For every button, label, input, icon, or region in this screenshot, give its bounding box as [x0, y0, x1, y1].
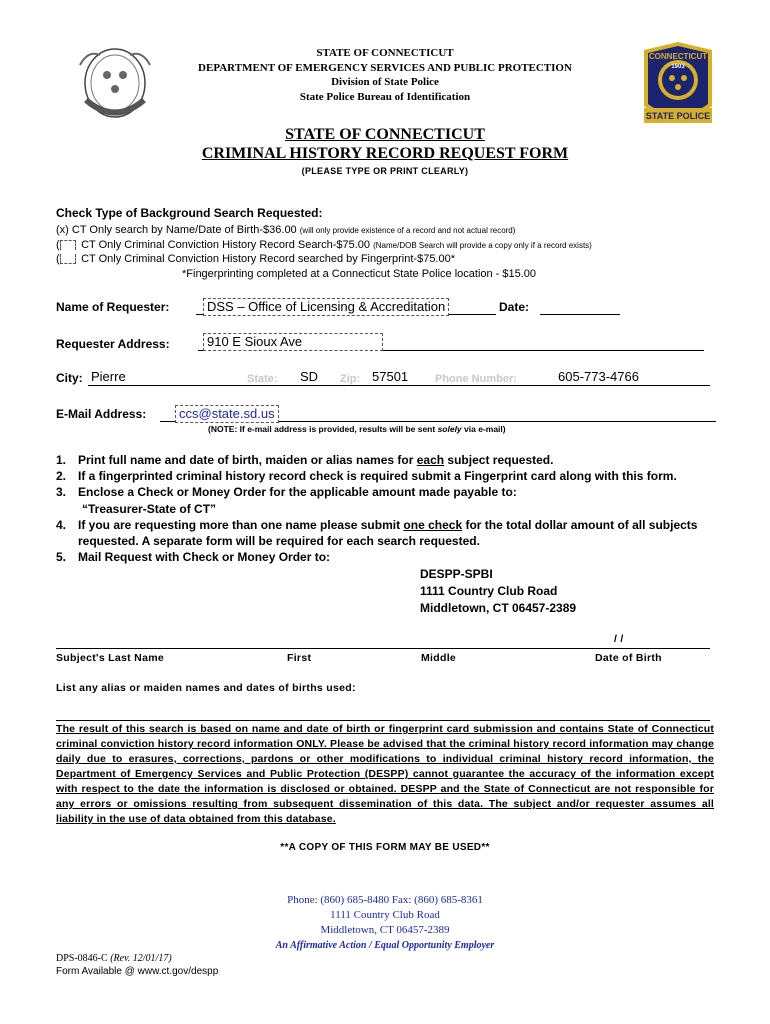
title-line-1: STATE OF CONNECTICUT	[285, 126, 485, 143]
mail-line: Middletown, CT 06457-2389	[420, 601, 577, 615]
header-line: State Police Bureau of Identification	[299, 90, 471, 103]
mail-line: 1111 Country Club Road	[420, 584, 558, 598]
subject-first-label: First	[287, 652, 312, 664]
mail-line: DESPP-SPBI	[420, 567, 493, 581]
option-1-note: (will only provide existence of a record and not actual record)	[299, 226, 516, 235]
subject-entry-line[interactable]	[56, 648, 710, 649]
email-note-emphasis: solely	[437, 424, 462, 434]
badge-year-text: 1903	[671, 64, 685, 70]
option-2-label: CT Only Criminal Conviction History Record Search-$75.00	[81, 239, 371, 251]
alias-label: List any alias or maiden names and dates of births used:	[56, 682, 356, 694]
disclaimer-text: The result of this search is based on name and date of birth or fingerprint card submission and contains State of Connecticut criminal conviction history record information ONLY. Please be advised that the criminal history record information may change daily due to erasures, corrections, pardons or other modifications to individual criminal history record information, the Department of Emergency Services and Public Protection (DESPP) cannot guarantee the accuracy of the information except with respect to the date the information is disclosed or obtained. DESPP and the State of Connecticut are not responsible for any errors or omissions resulting from subsequent dissemination of this data. The subject and/or requester assumes all liability in the use of data obtained from this database.	[56, 723, 714, 825]
search-option-2[interactable]	[56, 239, 592, 251]
email-note-part: (NOTE: If e-mail address is provided, results will be sent	[208, 424, 438, 434]
dob-slashes: / /	[614, 633, 624, 645]
instruction-item: 3. Enclose a Check or Money Order for the applicable amount made payable to: “Treasurer-State of CT”	[56, 485, 517, 516]
alias-entry-line[interactable]	[56, 720, 710, 721]
header-line: DEPARTMENT OF EMERGENCY SERVICES AND PUBLIC PROTECTION	[198, 61, 572, 74]
email-note	[208, 424, 506, 434]
zip-field[interactable]: 57501	[372, 369, 409, 384]
subject-dob-label: Date of Birth	[595, 652, 662, 664]
option-2-note: (Name/DOB Search will provide a copy only if a record exists)	[373, 241, 592, 250]
header-line: Division of State Police	[331, 76, 439, 88]
option-1-mark: (x)	[56, 224, 69, 236]
state-police-badge-icon	[640, 40, 716, 128]
instruction-item: 5. Mail Request with Check or Money Order to:	[56, 550, 331, 565]
footer-street: 1111 Country Club Road	[330, 909, 440, 921]
instructions-list	[56, 452, 716, 565]
search-option-3[interactable]	[56, 253, 455, 265]
state-seal-icon	[74, 45, 156, 125]
date-label: Date:	[499, 300, 530, 314]
phone-field[interactable]: 605-773-4766	[558, 369, 639, 384]
instruction-item: 4. If you are requesting more than one name please submit one check for the total dollar amount of all subjects requested. A separate form will be required for each search requested.	[56, 517, 698, 549]
option-3-label: CT Only Criminal Conviction History Record searched by Fingerprint-$75.00*	[81, 253, 456, 265]
form-number	[56, 952, 218, 978]
agency-header	[150, 46, 620, 104]
instruction-item: 1. Print full name and date of birth, maiden or alias names for each subject requested.	[56, 453, 554, 467]
agency-footer	[200, 893, 570, 953]
email-note-part: via e-mail)	[461, 424, 506, 434]
requester-name-field[interactable]: DSS – Office of Licensing & Accreditation	[203, 298, 449, 316]
subject-middle-label: Middle	[421, 652, 457, 664]
title-line-2: CRIMINAL HISTORY RECORD REQUEST FORM	[201, 145, 569, 162]
email-label: E-Mail Address:	[56, 407, 147, 421]
date-field[interactable]	[540, 314, 620, 315]
zip-label: Zip:	[340, 373, 361, 385]
badge-bottom-text: STATE POLICE	[645, 111, 711, 121]
badge-top-text: CONNECTICUT	[648, 52, 708, 61]
option-2-checkbox[interactable]: (	[56, 239, 78, 251]
instruction-item: 2. If a fingerprinted criminal history record check is required submit a Fingerprint card along with this form.	[56, 469, 677, 484]
requester-address-label: Requester Address:	[56, 337, 170, 351]
search-option-1[interactable]	[56, 224, 515, 236]
footer-city: Middletown, CT 06457-2389	[320, 924, 450, 936]
requester-address-field[interactable]: 910 E Sioux Ave	[203, 333, 383, 351]
header-line: STATE OF CONNECTICUT	[316, 47, 454, 59]
form-availability: Form Available @ www.ct.gov/despp	[56, 966, 219, 977]
requester-name-label: Name of Requester:	[56, 300, 170, 314]
mailing-address	[420, 566, 576, 617]
form-code: DPS-0846-C	[56, 953, 108, 964]
city-field[interactable]: Pierre	[91, 369, 126, 384]
fingerprint-footnote: *Fingerprinting completed at a Connecticut State Police location - $15.00	[182, 268, 537, 280]
phone-label: Phone Number:	[435, 373, 517, 385]
email-field[interactable]: ccs@state.sd.us	[175, 405, 279, 423]
state-label: State:	[247, 373, 278, 385]
form-title	[150, 125, 620, 163]
subject-last-name-label: Subject's Last Name	[56, 652, 164, 664]
option-1-label: CT Only search by Name/Date of Birth-$36.00	[71, 224, 297, 236]
copy-note: **A COPY OF THIS FORM MAY BE USED**	[280, 842, 490, 853]
footer-phone: Phone: (860) 685-8480 Fax: (860) 685-8361	[287, 894, 483, 906]
form-subtitle: (PLEASE TYPE OR PRINT CLEARLY)	[301, 166, 469, 176]
state-field[interactable]: SD	[300, 369, 319, 384]
form-revision: (Rev. 12/01/17)	[110, 953, 172, 964]
city-label: City:	[56, 371, 83, 385]
search-type-heading: Check Type of Background Search Requested:	[56, 206, 323, 220]
footer-eeo: An Affirmative Action / Equal Opportunity Employer	[275, 940, 495, 951]
option-3-checkbox[interactable]: (	[56, 253, 78, 265]
